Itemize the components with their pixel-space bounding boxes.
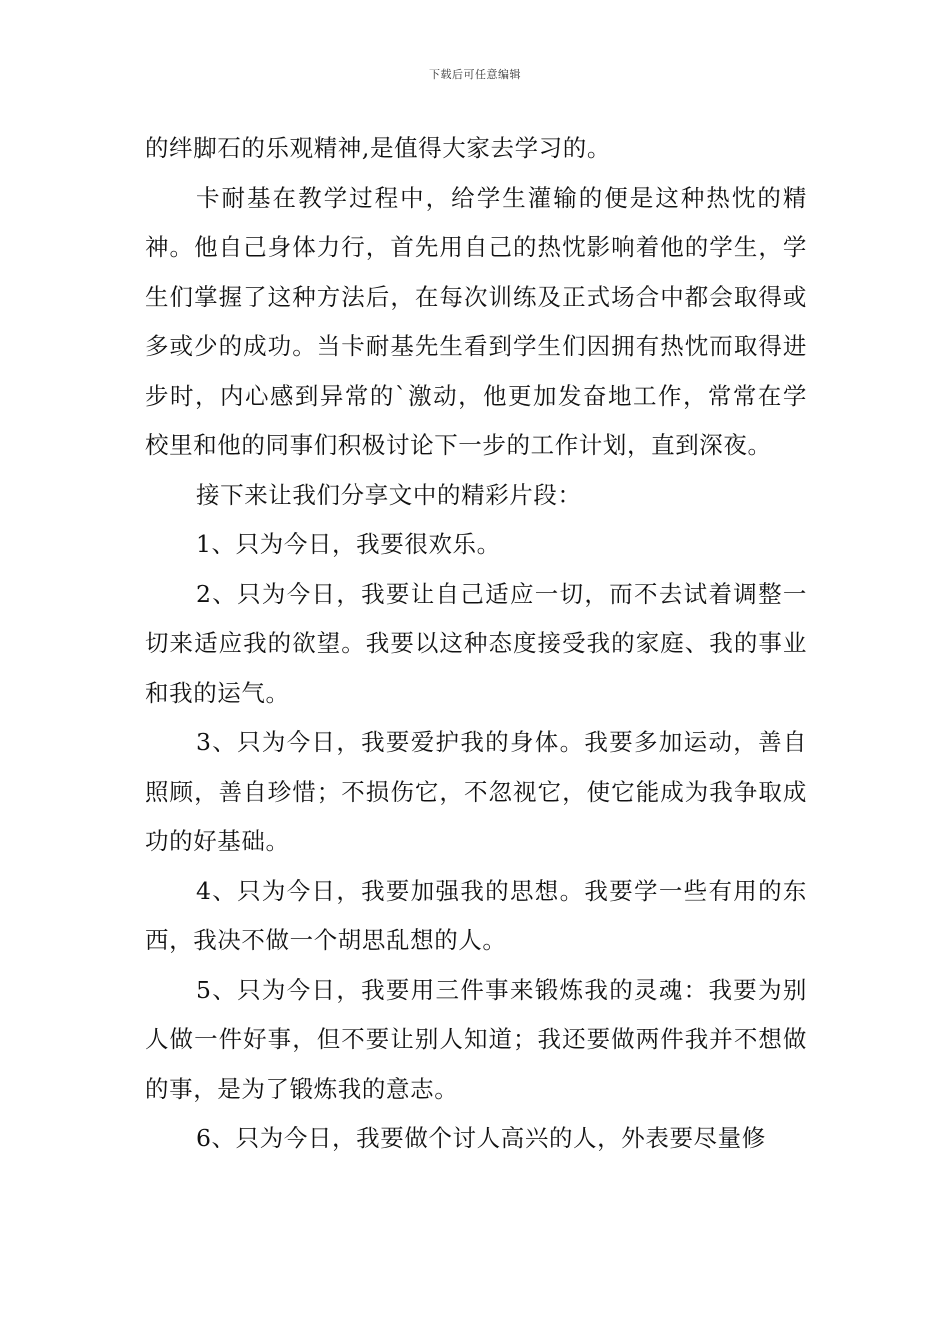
list-item: 2、只为今日，我要让自己适应一切，而不去试着调整一切来适应我的欲望。我要以这种态度接受我的家庭、我的事业和我的运气。	[145, 579, 807, 707]
list-item: 1、只为今日，我要很欢乐。	[196, 530, 501, 558]
paragraph: 接下来让我们分享文中的精彩片段：	[196, 480, 582, 509]
list-item: 3、只为今日，我要爱护我的身体。我要多加运动，善自照顾，善自珍惜；不损伤它，不忽视它，使它能成为我争取成功的好基础。	[145, 728, 807, 855]
list-item: 6、只为今日，我要做个讨人高兴的人，外表要尽量修	[196, 1124, 766, 1152]
list-item: 4、只为今日，我要加强我的思想。我要学一些有用的东西，我决不做一个胡思乱想的人。	[145, 876, 807, 954]
paragraph: 卡耐基在教学过程中，给学生灌输的便是这种热忱的精神。他自己身体力行，首先用自己的热忱影响着他的学生，学生们掌握了这种方法后，在每次训练及正式场合中都会取得或多或少的成功。当卡耐基先生看到学生们因拥有热忱而取得进步时，内心感到异常的`激动，他更加发奋地工作，常常在学校里和他的同事们积极讨论下一步的工作计划，直到深夜。	[145, 183, 807, 459]
document-body	[145, 124, 807, 1164]
paragraph: 的绊脚石的乐观精神,是值得大家去学习的。	[145, 134, 611, 162]
list-item: 5、只为今日，我要用三件事来锻炼我的灵魂：我要为别人做一件好事，但不要让别人知道；我还要做两件我并不想做的事，是为了锻炼我的意志。	[145, 975, 807, 1103]
page-header: 下载后可任意编辑	[429, 68, 521, 81]
